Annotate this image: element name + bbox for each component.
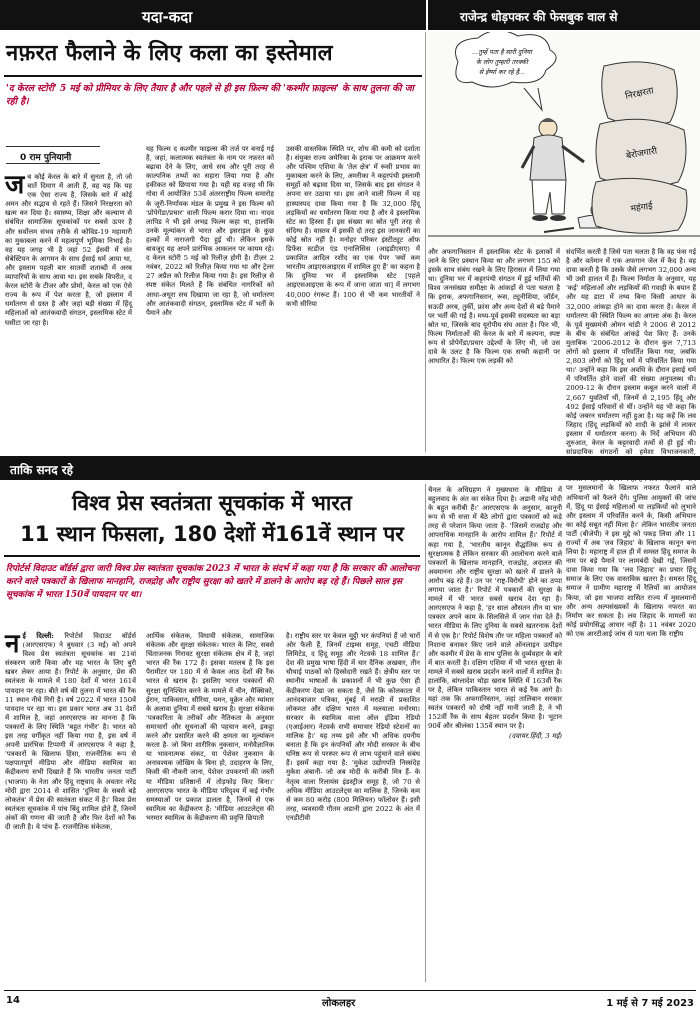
article-standfirst: 'द केरल स्टोरी' 5 मई को प्रीमियर के लिए तैयार है और पहले से ही इस फ़िल्म की 'कश्मीर फ़ाइल्स' के साथ तुलना की जा रही है। [6,83,414,107]
column-text: है। राष्ट्रीय स्तर पर केवल मुट्ठी भर कंपनियां हैं जो चारों ओर फैली हैं, जिनमें टाइम्स समूह, एचटी मीडिया लिमिटेड, द हिंदू समूह और नेटवर्क 18 शामिल हैं।' देश की प्रमुख भाषा हिंदी में चार दैनिक अखबार, तीन चौथाई पाठकों को हिस्सेदारी रखते हैं। क्षेत्रीय स्तर पर स्थानीय भाषाओं के प्रकाशनों में भी कुछ ऐसा ही केंद्रीकरण देखा जा सकता है, जैसे कि कोलकाता में आनंदबाजार पत्रिका, मुंबई में मराठी में प्रकाशित लोकमत और दक्षिण भारत में मलयाला मनोरमा। सरकार के स्वामित्व वाला ऑल इंडिया रेडियो (एआईआर) नेटवर्क सभी समाचार रेडियो स्टेशनों का मालिक है।' यह तथ्य इसे और भी अधिक दयनीय बनाता है कि इन कंपनियों और मोदी सरकार के बीच घनिष्ठ रूप से परस्पर रूप से लाभ पहुंचाने वाले संबंध हैं। इसमें कहा गया है: 'मुकेश उद्योगपति निस्संदेह मुकेश अंबानी- जो अब मोदी के करीबी मित्र हैं- के नेतृत्व वाला रिलायंस इंडस्ट्रीज समूह है, जो 70 से अधिक मीडिया आउटलेट्स का मालिक है, जिनके कम से कम 80 करोड़ (800 मिलियन) फॉलोवर हैं। इसी तरह, व्यवसायी गौतम अडानी द्वारा 2022 के अंत में एनडीटीवी [286,632,420,822]
headline-rule [4,75,422,77]
speech-bubble-line2: के लोग तुम्हारी तरक्की [476,58,528,66]
column-text: रिपोर्टर्स विदाउट बॉर्डर्स (आरएसएफ) ने बुधवार (3 मई) को अपने विश्व प्रेस स्वतंत्रता सूचकांक का 21वां संस्करण जारी किया और यह भारत के लिए बुरी खबर लेकर आया है। रिपोर्ट के अनुसार, प्रेस की स्वतंत्रता के मामले में 180 देशों में भारत 161वें पायदान पर रहा। बीते वर्ष की तुलना में भारत की रैंक 11 स्थान नीचे गिरी है। वर्ष 2022 में भारत 150वें पायदान पर रहा था। इस प्रकार भारत अब 31 देशों में शामिल है, जहां आरएसएफ का मानना है कि पत्रकारों के लिए स्थिति 'बहुत गंभीर' है। भारत को इस तरह वर्गीकृत नहीं किया गया है, इस वर्ष में अपनी प्रारंभिक टिप्पणी में आरएसएफ ने कहा है, 'पत्रकारों के खिलाफ हिंसा, राजनीतिक रूप से पक्षपातपूर्ण मीडिया और मीडिया स्वामित्व का केंद्रीकरण सभी दिखाते हैं कि भारतीय जनता पार्टी (भाजपा) के नेता और हिंदू राष्ट्रवाद के अवतार नरेंद्र मोदी द्वारा 2014 से शासित 'दुनिया के सबसे बड़े लोकतंत्र' में प्रेस की स्वतंत्रता संकट में है।' विश्व प्रेस स्वतंत्रता सूचकांक में पांच बिंदु शामिल होते हैं, जिनमें अंकों की गणना की जाती है और फिर देशों को रैंक दी जाती है। ये पांच हैं- राजनीतिक संकेतक, [5,632,136,831]
speech-bubble-line3: से ईर्ष्या कर रहे हैं... [478,68,526,76]
column-text: और अफगानिस्तान में इस्लामिक स्टेट के इलाकों में जाने के लिए प्रस्थान किया था और लगभग 155 को इसके साथ संबंध रखने के लिए हिरासत में लिया गया था। दुनिया भर में कट्टरपंथी संगठन में हुई भर्तियों की विश्व जनसंख्या समीक्षा के आंकड़ों से पता चलता है कि इराक, अफगानिस्तान, रूस, ट्यूनीशिया, जॉर्डन, सऊदी अरब, तुर्की, फ्रांस और अन्य देशों से बड़े पैमाने पर भर्ती की गई है। मध्य-पूर्व इसकी सदस्यता का बड़ा स्रोत था, जिसके बाद यूरोपीय संघ आता है। फिर भी, फिल्म निर्माताओं की केरल के बारे में कल्पना, स्पष्ट रूप से प्रोपेगेंडा/प्रचार उद्देश्यों के लिए थी, जो उस दावे के उलट है कि फिल्म एक सच्ची कहानी पर आधारित है। फिल्म एक लड़की को [428,248,560,366]
column-divider [425,484,426,982]
article-column-4 [428,248,560,366]
news-column-4 [428,486,562,741]
news-column-3 [286,632,420,823]
article-column-1 [5,170,132,328]
section-label-facebook-wall: राजेन्द्र धोड़पकर की फेसबुक वाल से [428,0,700,30]
headline-rule [4,555,420,557]
column-text: संदर्भित करती है जिसे पता चलता है कि वह फंस गई है और वर्तमान में एक अफगान जेल में कैद है। वह दावा करती है कि उसके जैसे लगभग 32,000 अन्य भी उसी हालत में हैं। फिल्म निर्माता के अनुसार, यह 'कई' महिलाओं और लड़कियों की गवाही के बयान हैं और यह डाटा में तथ्य बिना किसी आधार के 32,000 आंकड़ा होने का दावा करता है। केरल में धर्मांतरण की स्थिति फिल्म का अगला अंक है। केरल के पूर्व मुख्यमंत्री ओमन चांडी ने 2006 से 2012 के बीच के संबंधित आंकड़े पेश किए हैं: उनके मुताबिक '2006-2012 के दौरान कुल 7,713 लोगों को इस्लाम में परिवर्तित किया गया, जबकि 2,803 लोगों को हिंदू धर्म में परिवर्तित किया गया था।' उन्होंने कहा कि इस अवधि के दौरान इसाई धर्म में परिवर्तित होने वालों की संख्या अनुपलब्ध थी। 2009-12 के दौरान इस्लाम कबूल करने वालों में 2,667 युवतियाँ थीं, जिनमें से 2,195 हिंदू और 492 ईसाई परिवारों से थीं। उन्होंने यह भी कहा कि कोई जबरन धर्मांतरण नहीं हुआ है। यह कहें कि लव जिहाद (हिंदू लड़कियों को शादी के झांसे में लाकर इस्लाम में धर्मांतरण करना) के निर्दे अभियान की शुरुआत, केरल के कट्टरवादी तत्वों से ही हुई थी। सांप्रदायिक संगठनों को हमेशा विभाजनकारी, पर मुसलमानों के खिलाफ नफरत फैलाने वाले अभियानों को फैलने देंगे। पुलिस आयुक्तों की जांच में, हिंदू या ईसाई महिलाओं या लड़कियों को लुभाने और इस्लाम में परिवर्तित करने के, किसी अभियान का कोई सबूत नहीं मिला है।' लेकिन भारतीय जनता पार्टी (बीजेपी) ने इस मुद्दे को पकड़ लिया और 11 राज्यों में अब 'लव जिहाद' के खिलाफ कानून बना लिया है। महाराष्ट्र में हाल ही में समस्त हिंदू समाज के नाम पर बड़े पैमाने पर लामबंदी देखी गई, जिसमें दावा किया गया कि 'लव जिहाद' का प्रचार हिंदू समाज के लिए एक वास्तविक खतरा है। समस्त हिंदू समाज ने ग्रामीण महाराष्ट्र में रैलियों का आयोजन किया, जो इस भाजपा शासित राज्य में मुसलमानों और अन्य अल्पसंख्यकों के खिलाफ नफरत का निर्माण कर सकता है। लव जिहाद के मामलों का कोई प्रयोगसिद्ध आधार नहीं है। 11 नवंबर 2020 को एक आरटीआई जांच से पता चला कि राष्ट्रीय [566,248,696,638]
author-byline: 0 राम पुनियानी [6,146,100,164]
column-text: उसकी वास्तविक स्थिति पर, शोध की कमी को दर्शाता है। संयुक्त राज्य अमेरिका के इराक पर आक्रमण करने और पश्चिम एशिया के 'तेल क्षेत्र' में रूसी प्रभाव का मुकाबला करने के लिए, अमरीका ने कट्टरपंथी इस्लामी समूहों को बढ़ावा दिया था, जिसके बाद इस संगठन ने अपना सर उठाया था। इस आने वाली फिल्म में यह हास्यास्पद दावा किया गया है कि 32,000 हिंदू लड़कियों का धर्मांतरण किया गया है और वे इस्लामिक स्टेट का हिस्सा हैं। इस संख्या का स्रोत पूरी तरह से संदिग्ध है। वास्तव में इसकी दो तरह इस जानकारी का कोई स्रोत नहीं है। मनोहर परिकर इंस्टीट्यूट ऑफ डिफेंस स्टडीज एंड एनालिसिस (आइडीएसए) में प्रकाशित आदिल रशीद का एक पेपर 'क्यों कम भारतीय आइएसआइएस में शामिल हुए हैं' का कहना है कि दुनिया भर में इस्लामिक स्टेट [पहले आइएसआइएस के रूप में जाना जाता था] में लगभग 40,000 रंगरूट हैं। 100 से भी कम भारतीयों ने कभी सीरिया [286,145,420,308]
news-headline-line1: विश्व प्रेस स्वतंत्रता सूचकांक में भारत [72,491,352,515]
sack-label-3: महंगाई [630,201,654,215]
news-headline-line2: 11 स्थान फिसला, 180 देशों में161वें स्थान पर [20,522,404,546]
source-credit: (दवायर.हिंदी, 3 मई) [508,731,562,740]
article-column-5 [566,248,696,639]
sack-label-1: निरक्षरता [624,86,655,102]
section-label-yada-kada: यदा-कदा [0,0,426,30]
issue-date: 1 मई से 7 मई 2023 [606,998,694,1009]
column-text: चैनल के अधिग्रहण ने मुख्यधारा के मीडिया में बहुलवाद के अंत का संकेत दिया है। अडानी नरेंद्र मोदी के बहुत करीबी हैं।' आरएसएफ के अनुसार, कानूनी रूप से भी सत्ता में बैठे लोगों द्वारा पत्रकारों को कड़े तरह से परेशान किया जाता है- 'जिसमें राजद्रोह और आपराधिक मानहानि के आरोप शामिल हैं।' रिपोर्ट में कहा गया है, 'भारतीय कानून सैद्धांतिक रूप से सुरक्षात्मक है लेकिन सरकार की आलोचना करने वाले पत्रकारों के खिलाफ मानहानि, राजद्रोह, अदालत की अवमानना और राष्ट्रीय सुरक्षा को खतरे में डालने के आरोप बढ़ रहे हैं। उन पर 'राष्ट्र-विरोधी' होने का ठप्पा लगाया जाता है।' रिपोर्ट में पत्रकारों की सुरक्षा के मामले में भी भारत सबसे खराब देश रहा है। आरएसएफ ने कहा है, 'हर साल औसतन तीन या चार पत्रकार अपने काम के सिलसिले में जान गंवा देते हैं। भारत मीडिया के लिए दुनिया के सबसे खतरनाक देशों में से एक है।' रिपोर्ट विशेष तौर पर महिला पत्रकारों को निशाना बनाकर किए जाने वाले ऑनलाइन उत्पीड़न और कश्मीर में प्रेस के साथ पुलिस के दुर्व्यवहार के बारे में बात करती है। दक्षिण एशिया में भी भारत सुरक्षा के मामले में सबसे खराब प्रदर्शन करने वालों में शामिल है। हालांकि, बांग्लादेश थोड़ा खराब स्थिति में 163वीं रैंक पर है, लेकिन पाकिस्तान भारत से कई रैंक आगे है। यहां तक कि अफगानिस्तान, जहां तालिबान सरकार स्वतंत्र पत्रकारों को दोषी नहीं मानी जाती है, ने भी 152वीं रैंक के साथ बेहतर प्रदर्शन किया है। भूटान 90वें और श्रीलंका 135वें स्थान पर है। [428,486,562,731]
masthead-name: लोकलहर [322,998,356,1009]
speech-bubble-line1: ...तुम्हें पता है सारी दुनिया [472,48,532,56]
dateline: ई दिल्ली: [22,632,54,640]
footer-rule [4,990,696,991]
page-number: 14 [6,995,20,1006]
news-headline [6,488,418,550]
drop-cap: न [5,629,20,659]
column-text: ब कोई केरल के बारे में सुनता है, तो जो बातें दिमाग में आती हैं, वह यह कि यह एक ऐसा राज्य है, जिसके बारे में कोई अमन और सद्भाव से रहते हैं। जिसने निरक्षरता को खत्म कर दिया है। स्वास्थ्य, शिक्षा और कल्याण से संबंधित सामाजिक सूचकांकों पर सबसे ऊपर है और सर्वोत्तम संभव तरीके से कोविड-19 महामारी का मुकाबला करने में महत्वपूर्ण भूमिका निभाई है। वह यह जगह भी है जहां 52 ईसवी में संत सेबेस्टियन के आगमन के साथ ईसाई धर्म आया था, और इस्लाम पहली बार सातवीं शताब्दी में अरब व्यापारियों के साथ आया था। इस सबके विपरीत, द केरल स्टोरी के टीजर और प्रोमो, केरल को एक ऐसे राज्य के रूप में पेश करता है, जो इस्लाम में धर्मांतरण से ग्रस्त है और जहां बड़ी संख्या में हिंदू महिलाओं को आतंकवादी संगठन, इस्लामिक स्टेट में घसीटा जा रहा है। [5,173,132,327]
column-divider [425,32,426,452]
article-headline: नफ़रत फैलाने के लिए कला का इस्तेमाल [6,41,333,66]
news-column-2 [146,632,274,823]
drop-cap: ज [5,170,25,200]
article-column-3 [286,145,420,309]
editorial-cartoon [428,32,700,246]
section-label-taaki-sanad-rahe: ताकि सनद रहे [0,456,700,480]
column-text: यह फिल्म द कश्मीर फाइल्स की तर्ज पर बनाई गई है, जहां, कलात्मक स्वतंत्रता के नाम पर नफ़रत को बढ़ावा देने के लिए, आधे सच और पूरी तरह से काल्पनिक तथ्यों का सहारा लिया गया है और हकीकत को छिपाया गया है। यही वह वजह थी कि गोवा में आयोजित 53वें अंतरराष्ट्रीय फिल्म समारोह के जूरी-निर्णायक मंडल के प्रमुख ने इस फिल्म को 'प्रोपेगेंडा/प्रचार' वाली फिल्म करार दिया था। नादव लापिड ने भी इसे अभद्र फिल्म कहा था, हालांकि उनके मूल्यांकन से भारत और इसराइल के कुछ हल्कों में नाराजगी पैदा हुई थी। लेकिन इसके बावजूद यह अपने प्रारंभिक आकलन पर कायम रहे। द केरल स्टोरी 5 मई को रिलीज़ होगी है। टीज़र 2 नवंबर, 2022 को रिलीज़ किया गया था और ट्रेलर 27 अप्रैल को रिलीज किया गया है। इस रिलीज़ से स्पष्ट संकेत मिलते हैं कि संबंधित नागरिकों को आधा-अधूरा सच दिखाया जा रहा है, जो धर्मांतरण और आतंकवादी संगठन, इस्लामिक स्टेट में भर्ती के पैमाने और [146,145,274,317]
article-column-2 [146,145,274,318]
news-column-1 [5,629,136,832]
sack-label-2: बेरोजगारी [625,146,658,162]
column-text: आर्थिक संकेतक, विधायी संकेतक, सामाजिक संकेतक और सुरक्षा संकेतक। भारत के लिए, सबसे चिंताजनक गिरावट सुरक्षा संकेतक क्षेत्र में है, जहां भारत की रैंक 172 है। इसका मतलब है कि इस पैरामीटर पर 180 में से केवल आठ देशों की रैंक भारत से खराब है। इसलिए भारत पत्रकारों की सुरक्षा सुनिश्चित करने के मामले में चीन, मैक्सिको, ईरान, पाकिस्तान, सीरिया, यमन, यूक्रेन और म्यांमार के अलावा दुनिया में सबसे खराब है। सुरक्षा संकेतक 'पत्रकारिता के तरीकों और नैतिकता के अनुसार समाचारों और सूचनाओं की पहचान करने, इकट्ठा करने और प्रसारित करने की क्षमता का मूल्यांकन करता है- जो बिना शारीरिक नुकसान, मनोवैज्ञानिक या भावनात्मक संकट, या पेशेवर नुकसान के अनावश्यक जोखिम के बिना हो, उदाहरण के लिए, किसी की नौकरी जाना, पेशेवर उपकरणों की जब्ती या मीडिया प्रतिष्ठानों में तोड़फोड़ किए बिना।' आरएसएफ भारत के मीडिया परिदृश्य में कई गंभीर समस्याओं पर प्रकाश डालता है, जिनमें से एक स्वामित्व का केंद्रीकरण है: 'मीडिया आउटलेट्स की भरमार स्वामित्व के केंद्रीकरण की प्रवृत्ति छिपाती [146,632,274,822]
cartoon-illustration [428,32,700,246]
news-standfirst: रिपोर्टर्स विदाउट बॉर्डर्स द्वारा जारी विश्व प्रेस स्वतंत्रता सूचकांक 2023 में भारत के संदर्भ में कहा गया है कि सरकार की आलोचना करने वाले पत्रकारों के खिलाफ मानहानि, राजद्रोह और राष्ट्रीय सुरक्षा को खतरे में डालने के आरोप बढ़ रहे हैं। पिछले साल इस सूचकांक में भारत 150वें पायदान पर था। [6,564,420,600]
